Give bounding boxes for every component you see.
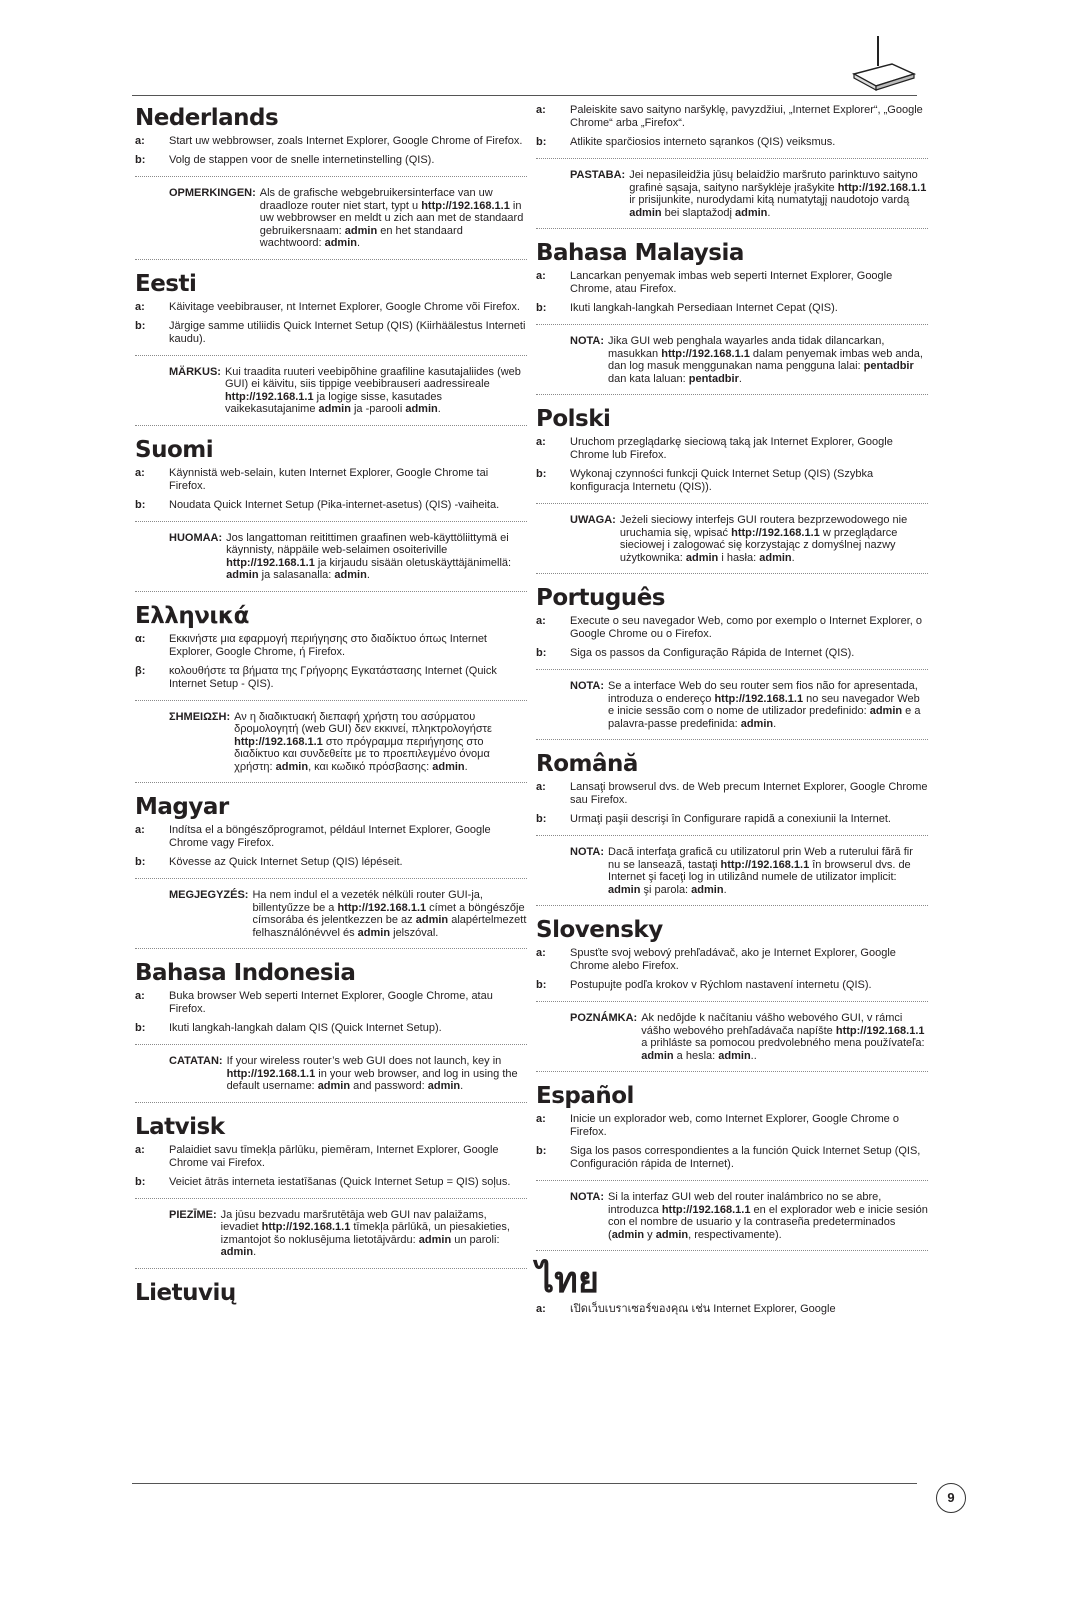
step-text: Ikuti langkah-langkah dalam QIS (Quick Internet Setup).: [169, 1022, 442, 1034]
right-column: [536, 104, 928, 1322]
note-block: [536, 1012, 928, 1062]
step-item: [536, 436, 928, 462]
step-key: a:: [536, 947, 546, 959]
note-label: UWAGA:: [570, 514, 616, 526]
step-text: Urmaţi paşii descrişi în Configurare rapidă a conexiunii la Internet.: [570, 813, 891, 825]
step-item: [536, 136, 928, 149]
step-item: [536, 270, 928, 296]
note-label: POZNÁMKA:: [570, 1012, 638, 1024]
step-text: Järgige samme utiliidis Quick Internet Setup (QIS) (Kiirhäälestus Interneti kaudu).: [169, 319, 526, 345]
language-section: [135, 1113, 527, 1269]
language-section: [536, 1082, 928, 1251]
note-label: NOTA:: [570, 680, 605, 692]
note-label: MEGJEGYZÉS:: [169, 889, 249, 901]
note-block: [536, 680, 928, 730]
dotted-divider: [536, 1071, 928, 1072]
step-text: Spusťte svoj webový prehľadávač, ako je Internet Explorer, Google Chrome alebo Firefox.: [570, 947, 896, 972]
router-icon: [848, 32, 918, 92]
dotted-divider: [536, 1180, 928, 1181]
note-label: HUOMAA:: [169, 531, 223, 544]
note-text: Jika GUI web penghala wayarles anda tidak dilancarkan, masukkan http://192.168.1.1 dalam penyemak imbas web anda, dan log masuk menggunakan nama pengguna lalai: pentadbir dan kata laluan: pentadbir.: [608, 335, 923, 385]
dotted-divider: [135, 1198, 527, 1199]
note-text: Ja jūsu bezvadu maršrutētāja web GUI nav palaižams, ievadiet http://192.168.1.1 tīmekļa pārlūkā, un piesakieties, izmantojot šo noklusējuma lietotājvārdu: admin un paroli: admin.: [220, 1208, 510, 1258]
dotted-divider: [135, 878, 527, 879]
step-item: [536, 647, 928, 660]
dotted-divider: [536, 1250, 928, 1251]
language-section: [536, 405, 928, 574]
step-text: Wykonaj czynności funkcji Quick Internet Setup (QIS) (Szybka konfiguracja Internetu (QIS)).: [570, 468, 874, 493]
step-key: a:: [135, 1143, 145, 1156]
step-text: Käivitage veebibrauser, nt Internet Explorer, Google Chrome või Firefox.: [169, 300, 520, 313]
dotted-divider: [135, 521, 527, 522]
step-text: Indítsa el a böngészőprogramot, például Internet Explorer, Google Chrome vagy Firefox.: [169, 824, 491, 849]
step-text: Veiciet ātrās interneta iestatīšanas (Quick Internet Setup = QIS) soļus.: [169, 1175, 511, 1188]
step-key: b:: [536, 813, 547, 825]
note-label: PIEZĪME:: [169, 1208, 217, 1221]
note-text: Jei nepasileidžia jūsų belaidžio maršruto parinktuvo saityno grafinė sąsaja, saityno naršyklėje įrašykite http://192.168.1.1 ir prisijunkite, nurodydami kitą numatytąjį naudotojo vardą admin bei slaptažodį admin.: [629, 169, 927, 219]
step-item: [135, 856, 527, 869]
note-text: Si la interfaz GUI web del router inalámbrico no se abre, introduzca http://192.168.1.1 en el explorador web e inicie sesión con el nombre de usuario y la contraseña predeterminados (admin y admin, respectivamente).: [608, 1191, 928, 1241]
dotted-divider: [135, 782, 527, 783]
note-text: Dacă interfaţa grafică cu utilizatorul prin Web a ruterului fără fir nu se lansează, tastaţi http://192.168.1.1 în browserul dvs. de Internet şi faceţi log in utilizând numele de utilizator implicit: admin şi parola: admin.: [608, 846, 913, 896]
dotted-divider: [135, 591, 527, 592]
step-key: b:: [536, 647, 547, 659]
step-key: a:: [536, 270, 546, 282]
dotted-divider: [536, 1001, 928, 1002]
note-label: NOTA:: [570, 335, 605, 347]
step-item: [135, 990, 527, 1016]
language-heading: Bahasa Malaysia: [536, 240, 744, 266]
note-block: [135, 1209, 527, 1259]
dotted-divider: [536, 739, 928, 740]
step-text: Buka browser Web seperti Internet Explorer, Google Chrome, atau Firefox.: [169, 990, 493, 1015]
step-item: [536, 781, 928, 807]
step-key: a:: [135, 135, 145, 147]
note-text: Se a interface Web do seu router sem fios não for apresentada, introduza o endereço http://192.168.1.1 no seu navegador Web e inicie sessão com o nome de utilizador predefinido: admin e a palavra-passe predefinida: admin.: [608, 680, 921, 730]
step-key: a:: [536, 781, 546, 793]
step-text: Εκκινήστε μια εφαρμογή περιήγησης στο διαδίκτυο όπως Internet Explorer, Google Chrome, ή Firefox.: [169, 632, 487, 658]
dotted-divider: [536, 835, 928, 836]
dotted-divider: [536, 669, 928, 670]
note-block: [135, 889, 527, 939]
step-key: b:: [536, 979, 547, 991]
language-section: [536, 750, 928, 906]
language-heading: Bahasa Indonesia: [135, 960, 356, 986]
step-text: Lansaţi browserul dvs. de Web precum Internet Explorer, Google Chrome sau Firefox.: [570, 781, 928, 806]
step-key: a:: [536, 615, 546, 627]
step-text: Noudata Quick Internet Setup (Pika-internet-asetus) (QIS) -vaiheita.: [169, 498, 500, 511]
step-text: Postupujte podľa krokov v Rýchlom nastavení internetu (QIS).: [570, 979, 872, 991]
step-text: Käynnistä web-selain, kuten Internet Explorer, Google Chrome tai Firefox.: [169, 466, 489, 492]
step-key: b:: [536, 1145, 547, 1157]
step-key: β:: [135, 664, 146, 677]
note-block: [536, 335, 928, 385]
language-heading: ไทย: [536, 1260, 599, 1301]
note-label: NOTA:: [570, 846, 605, 858]
dotted-divider: [536, 503, 928, 504]
dotted-divider: [536, 324, 928, 325]
step-item: [135, 467, 527, 493]
step-item: [536, 1145, 928, 1171]
dotted-divider: [135, 259, 527, 260]
step-key: a:: [135, 466, 145, 479]
step-item: [536, 1113, 928, 1139]
language-section: [536, 1261, 928, 1316]
dotted-divider: [536, 158, 928, 159]
step-item: [536, 615, 928, 641]
note-block: [536, 1191, 928, 1241]
step-key: b:: [135, 856, 146, 868]
language-section: [135, 959, 527, 1103]
step-text: Volg de stappen voor de snelle internetinstelling (QIS).: [169, 154, 435, 166]
step-key: a:: [135, 824, 145, 836]
step-item: [135, 824, 527, 850]
step-text: Execute o seu navegador Web, como por exemplo o Internet Explorer, o Google Chrome ou o Firefox.: [570, 615, 922, 640]
dotted-divider: [135, 948, 527, 949]
step-item: [135, 1022, 527, 1035]
page-number: 9: [936, 1483, 966, 1513]
step-key: a:: [536, 1303, 546, 1315]
step-key: a:: [135, 990, 145, 1002]
step-key: b:: [135, 319, 146, 332]
note-text: Ha nem indul el a vezeték nélküli router GUI-ja, billentyűzze be a http://192.168.1.1 címet a böngészője címsorába és jelentkezzen be az admin alapértelmezett felhasználónévvel és admin jelszóval.: [252, 889, 527, 939]
step-text: Palaidiet savu tīmekļa pārlūku, piemēram, Internet Explorer, Google Chrome vai Firefox.: [169, 1143, 499, 1169]
step-text: Start uw webbrowser, zoals Internet Explorer, Google Chrome of Firefox.: [169, 135, 523, 147]
step-item: [135, 499, 527, 512]
language-heading: Suomi: [135, 436, 214, 463]
language-section: [135, 270, 527, 426]
dotted-divider: [135, 1044, 527, 1045]
language-heading: Español: [536, 1083, 634, 1109]
note-block: [536, 846, 928, 896]
note-block: [536, 169, 928, 219]
dotted-divider: [135, 425, 527, 426]
note-text: If your wireless router’s web GUI does not launch, key in http://192.168.1.1 in your web browser, and log in using the default username: admin and password: admin.: [226, 1055, 518, 1092]
step-item: [135, 135, 527, 148]
left-column: [135, 104, 527, 1310]
note-block: [135, 532, 527, 582]
note-block: [135, 366, 527, 416]
note-label: CATATAN:: [169, 1055, 223, 1067]
dotted-divider: [135, 1102, 527, 1103]
note-label: OPMERKINGEN:: [169, 187, 256, 199]
step-item: [536, 979, 928, 992]
step-item: [135, 154, 527, 167]
step-key: b:: [135, 1022, 146, 1034]
step-key: α:: [135, 632, 146, 645]
note-label: PASTABA:: [570, 169, 626, 181]
language-section: [135, 1279, 527, 1307]
dotted-divider: [536, 228, 928, 229]
language-heading: Eesti: [135, 270, 197, 297]
language-heading: Magyar: [135, 794, 229, 820]
language-heading: Ελληνικά: [135, 602, 249, 629]
language-heading: Nederlands: [135, 105, 279, 131]
step-text: Siga los pasos correspondientes a la función Quick Internet Setup (QIS, Configuración rápida de Internet).: [570, 1145, 921, 1170]
bottom-rule: [132, 1483, 917, 1484]
note-text: Als de grafische webgebruikersinterface van uw draadloze router niet start, typt u http://192.168.1.1 in uw webbrowser en meldt u zich aan met de standaard gebruikersnaam: admin en het standaard wachtwoord: admin.: [259, 187, 524, 249]
step-item: [536, 813, 928, 826]
note-text: Kui traadita ruuteri veebipõhine graafiline kasutajaliides (web GUI) ei käivitu, siis tippige veebibrauseri aadressireale http://192.168.1.1 ja logige sisse, kasutades vaikekasutajanime admin ja -parooli admin.: [224, 365, 521, 415]
top-rule: [132, 95, 917, 96]
step-item: [536, 947, 928, 973]
note-block: [135, 1055, 527, 1093]
language-section: [536, 104, 928, 229]
step-text: Ikuti langkah-langkah Persediaan Internet Cepat (QIS).: [570, 302, 838, 314]
dotted-divider: [135, 1268, 527, 1269]
language-heading: Polski: [536, 406, 611, 432]
language-section: [536, 916, 928, 1072]
step-key: b:: [536, 302, 547, 314]
step-key: a:: [135, 300, 145, 313]
note-label: MÄRKUS:: [169, 365, 221, 378]
dotted-divider: [135, 176, 527, 177]
language-section: [135, 602, 527, 784]
step-item: [536, 104, 928, 130]
note-block: [135, 187, 527, 250]
step-key: a:: [536, 104, 546, 116]
step-item: [135, 1176, 527, 1189]
note-label: ΣΗΜΕΙΩΣΗ:: [169, 710, 231, 723]
language-heading: Slovensky: [536, 917, 663, 943]
step-text: Inicie un explorador web, como Internet Explorer, Google Chrome o Firefox.: [570, 1113, 899, 1138]
step-text: Atlikite sparčiosios interneto sąrankos (QIS) veiksmus.: [570, 136, 836, 148]
step-text: Paleiskite savo saityno naršyklę, pavyzdžiui, „Internet Explorer“, „Google Chrome“ arba „Firefox“.: [570, 104, 923, 129]
note-block: [135, 711, 527, 774]
dotted-divider: [135, 355, 527, 356]
step-item: [536, 1303, 928, 1316]
dotted-divider: [536, 905, 928, 906]
step-item: [135, 633, 527, 659]
step-key: b:: [135, 154, 146, 166]
note-text: Jeżeli sieciowy interfejs GUI routera bezprzewodowego nie uruchamia się, wpisać http://192.168.1.1 w przeglądarce sieciowej i zalogować się korzystając z domyślnej nazwy użytkownika: admin i hasła: admin.: [619, 514, 908, 564]
step-text: Kövesse az Quick Internet Setup (QIS) lépéseit.: [169, 856, 403, 868]
note-block: [536, 514, 928, 564]
step-text: κολουθήστε τα βήματα της Γρήγορης Εγκατάστασης Internet (Quick Internet Setup - QIS).: [169, 664, 497, 690]
step-text: เปิดเว็บเบราเซอร์ของคุณ เช่น Internet Explorer, Google: [570, 1303, 836, 1315]
step-text: Lancarkan penyemak imbas web seperti Internet Explorer, Google Chrome, atau Firefox.: [570, 270, 893, 295]
language-section: [135, 793, 527, 949]
language-heading: Latvisk: [135, 1113, 225, 1140]
step-key: b:: [536, 468, 547, 480]
language-section: [135, 104, 527, 260]
note-text: Αν η διαδικτυακή διεπαφή χρήστη του ασύρματου δρομολογητή (web GUI) δεν εκκινεί, πληκτρολογήστε http://192.168.1.1 στο πρόγραμμα περιήγησης στο διαδίκτυο και συνδεθείτε με το προεπιλεγμένο όνομα χρήστη: admin, και κωδικό πρόσβασης: admin.: [234, 710, 492, 773]
language-heading: Lietuvių: [135, 1279, 236, 1306]
dotted-divider: [536, 394, 928, 395]
step-key: b:: [135, 498, 146, 511]
language-heading: Português: [536, 585, 665, 611]
note-text: Jos langattoman reitittimen graafinen web-käyttöliittymä ei käynnisty, näppäile web-selaimen osoiteriville http://192.168.1.1 ja kirjaudu sisään oletuskäyttäjänimellä: admin ja salasanalla: admin.: [226, 531, 512, 581]
step-text: Uruchom przeglądarkę sieciową taką jak Internet Explorer, Google Chrome lub Firefox.: [570, 436, 893, 461]
step-text: Siga os passos da Configuração Rápida de Internet (QIS).: [570, 647, 855, 659]
dotted-divider: [135, 700, 527, 701]
note-text: Ak nedôjde k načítaniu vášho webového GUI, v rámci vášho webového prehľadávača napíšte http://192.168.1.1 a prihláste sa pomocou predvolebného mena používateľa: admin a hesla: admin..: [641, 1012, 925, 1062]
step-item: [135, 301, 527, 314]
step-item: [135, 665, 527, 691]
step-key: b:: [536, 136, 547, 148]
step-key: b:: [135, 1175, 146, 1188]
dotted-divider: [536, 573, 928, 574]
step-item: [536, 468, 928, 494]
step-item: [135, 320, 527, 346]
language-section: [135, 436, 527, 592]
step-key: a:: [536, 436, 546, 448]
language-section: [536, 584, 928, 740]
step-item: [135, 1144, 527, 1170]
language-section: [536, 239, 928, 395]
note-label: NOTA:: [570, 1191, 605, 1203]
step-key: a:: [536, 1113, 546, 1125]
language-heading: Română: [536, 751, 638, 777]
step-item: [536, 302, 928, 315]
